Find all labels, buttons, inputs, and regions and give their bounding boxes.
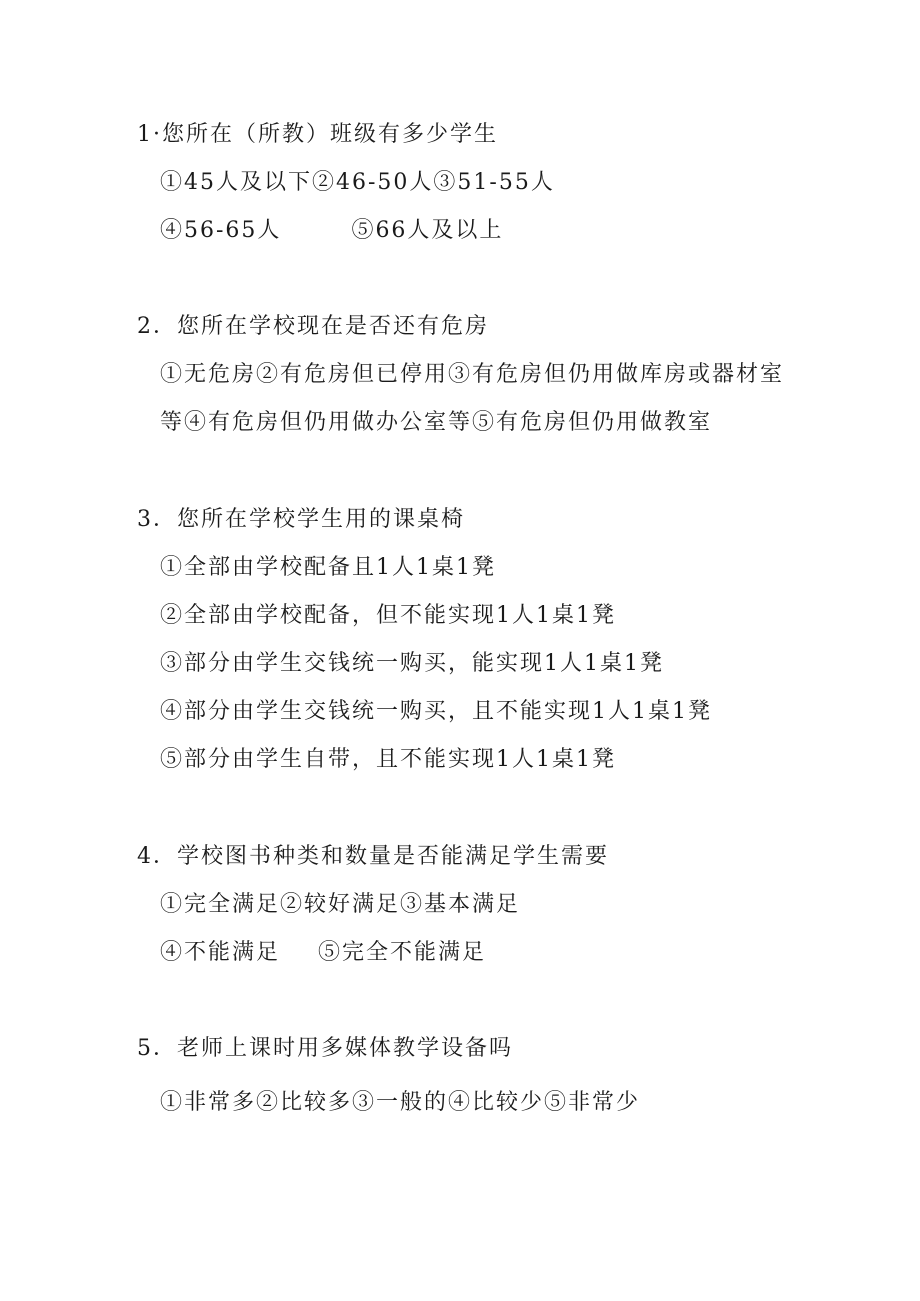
question-3-option-1: ①全部由学校配备且1人1桌1凳 <box>160 555 496 580</box>
question-2-options-line-1: ①无危房②有危房但已停用③有危房但仍用做库房或器材室 <box>160 362 785 387</box>
question-1-option-4: ④56-65人 <box>160 218 282 243</box>
question-4-options-line-2 <box>160 938 486 968</box>
question-2-options-line-2: 等④有危房但仍用做办公室等⑤有危房但仍用做教室 <box>160 410 713 435</box>
question-3-option-2: ②全部由学校配备，但不能实现1人1桌1凳 <box>160 603 616 628</box>
question-4-prompt: 4．学校图书种类和数量是否能满足学生需要 <box>137 844 609 869</box>
question-1-option-5: ⑤66人及以上 <box>351 218 504 243</box>
question-2-prompt: 2．您所在学校现在是否还有危房 <box>137 314 489 339</box>
question-3-option-4: ④部分由学生交钱统一购买，且不能实现1人1桌1凳 <box>160 699 712 724</box>
question-3-option-3: ③部分由学生交钱统一购买，能实现1人1桌1凳 <box>160 651 664 676</box>
question-3-prompt: 3．您所在学校学生用的课桌椅 <box>137 507 465 532</box>
question-5-prompt: 5．老师上课时用多媒体教学设备吗 <box>137 1036 513 1061</box>
question-5-options-line-1: ①非常多②比较多③一般的④比较少⑤非常少 <box>160 1090 641 1115</box>
question-4-option-4: ④不能满足 <box>160 940 281 965</box>
question-3-option-5: ⑤部分由学生自带，且不能实现1人1桌1凳 <box>160 747 616 772</box>
question-1-options-line-2 <box>160 216 503 246</box>
question-1-prompt: 1·您所在（所教）班级有多少学生 <box>137 122 498 147</box>
question-4-options-line-1: ①完全满足②较好满足③基本满足 <box>160 892 521 917</box>
question-1-options-line-1: ①45人及以下②46-50人③51-55人 <box>160 170 555 195</box>
question-4-option-5: ⑤完全不能满足 <box>318 940 487 965</box>
